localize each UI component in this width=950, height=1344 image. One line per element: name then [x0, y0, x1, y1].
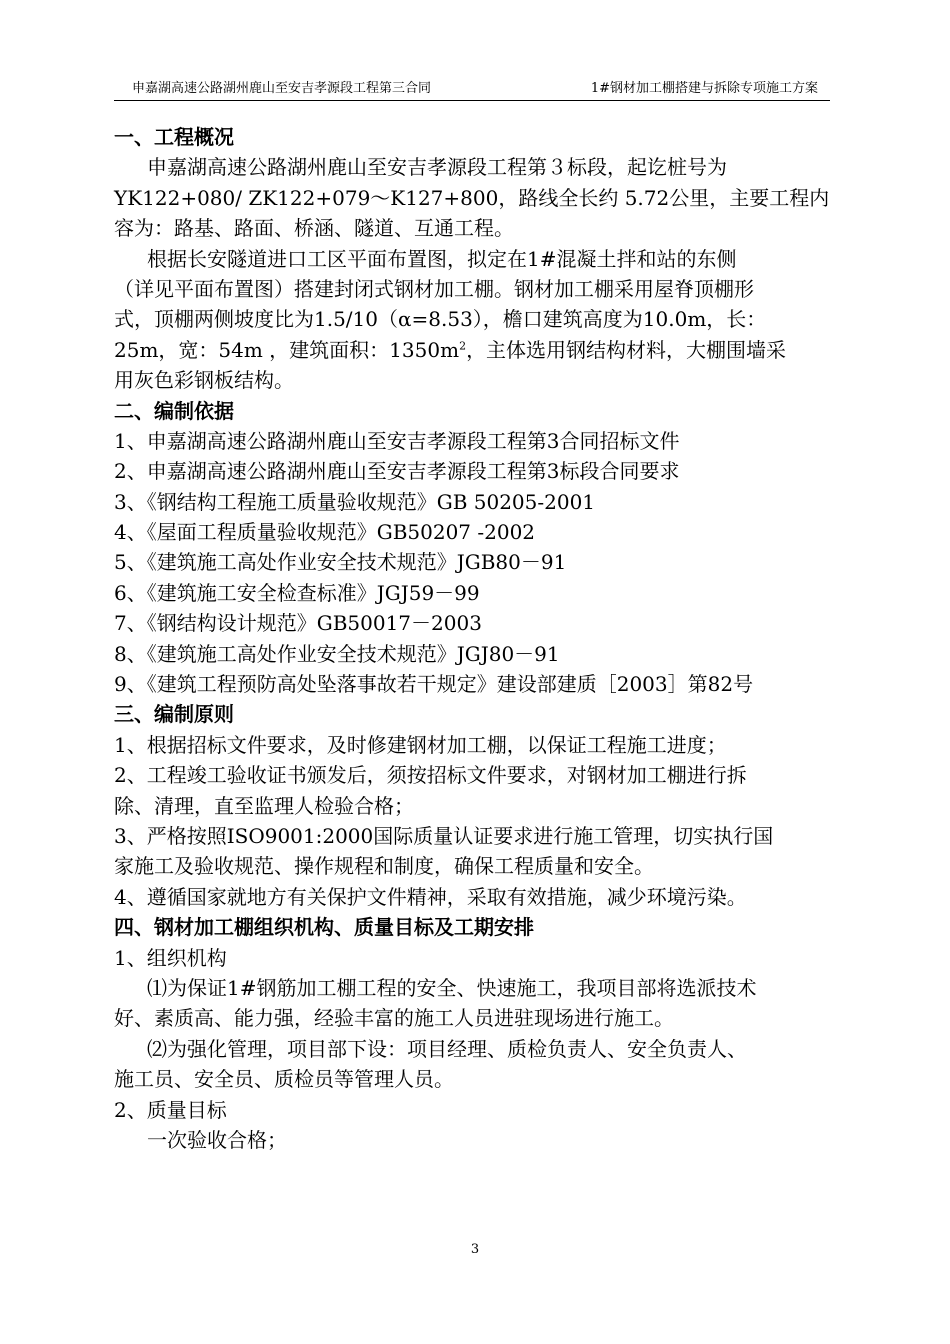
text-line [114, 213, 834, 243]
text-line [114, 882, 834, 912]
text-line [114, 973, 834, 1003]
section-heading [114, 912, 834, 942]
line-text: 式，顶棚两侧坡度比为1.5/10（α=8.53），檐口建筑高度为10.0m，长： [114, 307, 767, 332]
superscript: 2 [459, 339, 467, 353]
line-text: 1、组织机构 [114, 945, 227, 970]
text-line [114, 791, 834, 821]
text-line [114, 487, 834, 517]
line-text: 3、严格按照ISO9001:2000国际质量认证要求进行施工管理，切实执行国 [114, 823, 774, 848]
line-text: 4、《屋面工程质量验收规范》GB50207 -2002 [114, 520, 536, 545]
text-line [114, 304, 834, 334]
line-text: 9、《建筑工程预防高处坠落事故若干规定》建设部建质［2003］第82号 [114, 672, 754, 697]
line-text: 25m，宽：54m ，建筑面积：1350m [114, 337, 460, 362]
line-text: 四、钢材加工棚组织机构、质量目标及工期安排 [114, 915, 534, 940]
document-body [114, 122, 834, 1155]
section-heading [114, 699, 834, 729]
line-text: 用灰色彩钢板结构。 [114, 368, 294, 393]
line-text: （详见平面布置图）搭建封闭式钢材加工棚。钢材加工棚采用屋脊顶棚形 [114, 276, 754, 301]
text-line [114, 639, 834, 669]
header-document-title: 1#钢材加工棚搭建与拆除专项施工方案 [590, 81, 818, 96]
text-line [114, 274, 834, 304]
text-line [114, 760, 834, 790]
text-line [114, 730, 834, 760]
text-line [114, 1095, 834, 1125]
text-line [114, 426, 834, 456]
line-text: ⑴为保证1#钢筋加工棚工程的安全、快速施工，我项目部将选派技术 [147, 975, 757, 1000]
text-line [114, 365, 834, 395]
page-number: 3 [470, 1242, 480, 1257]
text-line [114, 152, 834, 182]
line-text: 3、《钢结构工程施工质量验收规范》GB 50205-2001 [114, 489, 596, 514]
line-text: 5、《建筑施工高处作业安全技术规范》JGB80－91 [114, 550, 567, 575]
line-text: 7、《钢结构设计规范》GB50017－2003 [114, 611, 482, 636]
line-text: 2、申嘉湖高速公路湖州鹿山至安吉孝源段工程第3标段合同要求 [114, 459, 680, 484]
text-line [114, 669, 834, 699]
text-line [114, 183, 834, 213]
text-line [114, 943, 834, 973]
line-text: 2、质量目标 [114, 1097, 227, 1122]
line-text: 申嘉湖高速公路湖州鹿山至安吉孝源段工程第３标段，起讫桩号为 [147, 155, 727, 180]
text-line [114, 1125, 834, 1155]
text-line [114, 578, 834, 608]
line-text: 6、《建筑施工安全检查标准》JGJ59－99 [114, 580, 480, 605]
section-heading [114, 396, 834, 426]
text-line [114, 1034, 834, 1064]
line-text: YK122+080/ ZK122+079～K127+800，路线全长约 5.72公里，主要工程内 [114, 185, 830, 210]
line-text: 一次验收合格； [147, 1127, 287, 1152]
line-text: 1、根据招标文件要求，及时修建钢材加工棚，以保证工程施工进度； [114, 732, 727, 757]
line-text: 容为：路基、路面、桥涵、隧道、互通工程。 [114, 216, 514, 241]
text-line [114, 1064, 834, 1094]
section-heading [114, 122, 834, 152]
page-header [114, 74, 830, 101]
text-line [114, 608, 834, 638]
text-line [114, 335, 834, 365]
line-text: 除、清理，直至监理人检验合格； [114, 793, 414, 818]
line-text: 三、编制原则 [114, 702, 234, 727]
text-line [114, 1003, 834, 1033]
line-text: 好、素质高、能力强，经验丰富的施工人员进驻现场进行施工。 [114, 1006, 674, 1031]
line-text: 施工员、安全员、质检员等管理人员。 [114, 1067, 454, 1092]
line-text: 2、工程竣工验收证书颁发后，须按招标文件要求，对钢材加工棚进行拆 [114, 763, 747, 788]
line-text: 家施工及验收规范、操作规程和制度，确保工程质量和安全。 [114, 854, 654, 879]
text-line [114, 517, 834, 547]
header-project-title: 申嘉湖高速公路湖州鹿山至安吉孝源段工程第三合同 [132, 81, 432, 96]
line-text: 二、编制依据 [114, 398, 234, 423]
text-line [114, 244, 834, 274]
line-text: ⑵为强化管理，项目部下设：项目经理、质检负责人、安全负责人、 [147, 1036, 747, 1061]
line-text: 1、申嘉湖高速公路湖州鹿山至安吉孝源段工程第3合同招标文件 [114, 428, 680, 453]
text-line [114, 456, 834, 486]
text-line [114, 851, 834, 881]
line-text: 一、工程概况 [114, 125, 234, 149]
line-text-continued: ，主体选用钢结构材料，大棚围墙采 [466, 337, 787, 362]
text-line [114, 821, 834, 851]
line-text: 根据长安隧道进口工区平面布置图，拟定在1#混凝土拌和站的东侧 [147, 246, 737, 271]
text-line [114, 547, 834, 577]
line-text: 4、遵循国家就地方有关保护文件精神，采取有效措施，减少环境污染。 [114, 884, 747, 909]
line-text: 8、《建筑施工高处作业安全技术规范》JGJ80－91 [114, 641, 560, 666]
